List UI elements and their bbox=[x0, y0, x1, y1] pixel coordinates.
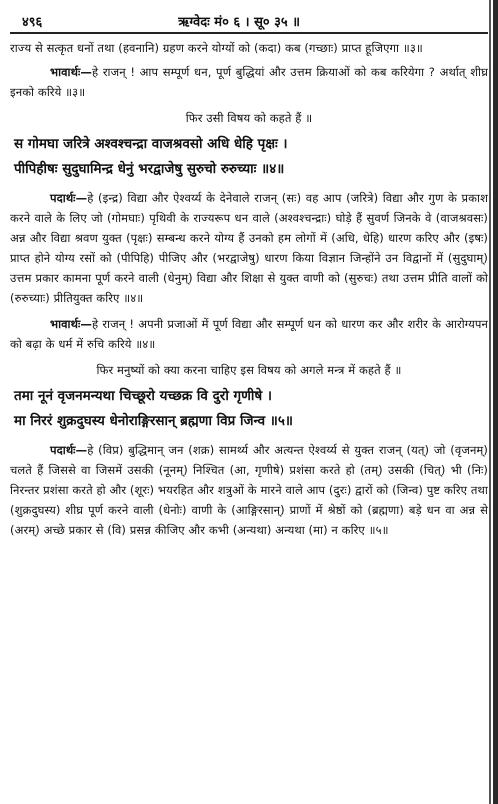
padarth-text: हे (इन्द्र) विद्या और ऐश्वर्य्य के देनेवाले राजन् (सः) वह आप (जरित्रे) विद्या और गुण के प्रकाश करने वाले के लिए जो (गोमघाः) पृथिवी के राज्यरूप धन वाले (अश्वश्चन्द्राः) घोड़े हैं सुवर्ण जिनके वे (वाजश्रवसः) अन्न और विद्या श्रवण युक्त (पृक्षः) सम्बन्ध करने योग्य हैं उनको हम लोगों में (अधि, धेहि) धारण करिए और (इषः) प्राप्त होने योग्य रसों को (पीपिहि) पीजिए और (भरद्वाजेषु) धारण किया विज्ञान जिन्होंने उन विद्वानों में (सुदुघाम्) उत्तम प्रकार कामना पूर्ण करने वाली (धेनुम्) विद्या और शिक्षा से युक्त वाणी को (सुरुचः) तथा उत्तम प्रीति वालों को (रुरुच्याः) प्रीतियुक्त करिए ॥४॥ bbox=[10, 191, 488, 305]
section-intro: फिर मनुष्यों को क्या करना चाहिए इस विषय को अगले मन्त्र में कहते हैं ॥ bbox=[96, 363, 402, 377]
bhavarth-text: हे राजन् ! अपनी प्रजाओं में पूर्ण विद्या और सम्पूर्ण धन को धारण कर और शरीर के आरोग्यपन को बढ़ा के धर्म में रुचि करिये ॥४॥ bbox=[10, 317, 488, 351]
bhavarth-paragraph-4 bbox=[10, 314, 488, 354]
page-spine-line bbox=[489, 0, 491, 804]
bhavarth-text: हे राजन् ! आप सम्पूर्ण धन, पूर्ण बुद्धियां और उत्तम क्रियाओं को कब करियेगा ? अर्थात् शीघ्र इनको करिये ॥३॥ bbox=[10, 65, 488, 99]
bhavarth-label: भावार्थः— bbox=[50, 317, 93, 331]
section-intro: फिर उसी विषय को कहते हैं ॥ bbox=[185, 111, 313, 125]
bhavarth-label: भावार्थः— bbox=[50, 65, 93, 79]
padarth-label: पदार्थः— bbox=[50, 443, 88, 457]
padarth-paragraph-5 bbox=[10, 440, 488, 540]
bhavarth-paragraph-3 bbox=[10, 62, 488, 102]
page-spine-edge bbox=[493, 0, 498, 804]
page-number: ४९६ bbox=[22, 15, 43, 30]
padarth-label: पदार्थः— bbox=[50, 191, 88, 205]
padarth-paragraph-4 bbox=[10, 188, 488, 308]
mantra-line: तमा नूनं वृजनमन्यथा चिच्छूरो यच्छक्र वि दुरो गृणीषे । bbox=[14, 388, 272, 404]
running-title: ऋग्वेदः मं० ६ । सू० ३५ ॥ bbox=[178, 15, 300, 30]
page-header bbox=[10, 8, 488, 34]
mantra-line: पीपिहीषः सुदुघामिन्द्र धेनुं भरद्वाजेषु सुरुचो रुरुच्याः ॥४॥ bbox=[14, 161, 285, 177]
padarth-text: हे (विप्र) बुद्धिमान् जन (शक्र) सामर्थ्य और अत्यन्त ऐश्वर्य्य से युक्त राजन् (यत्) जो (वृजनम्) चलते हैं जिससे वा जिसमें उसकी (नूनम्) निश्चित (आ, गृणीषे) प्रशंसा करते हो (तम्) उसकी (चित्) भी (निः) निरन्तर प्रशंसा करते हो और (शूरः) भयरहित और शत्रुओं के मारने वाले आप (दुरः) द्वारों को (जिन्व) पुष्ट करिए तथा (शुक्रदुघस्य) शीघ्र पूर्ण करने वाली (धेनोः) वाणी के (आङ्गिरसान्) प्राणों में श्रेष्ठों को (ब्रह्मणा) बड़े धन वा अन्न से (अरम्) अच्छे प्रकार से (वि) प्रसन्न कीजिए और कभी (अन्यथा) अन्यथा (मा) न करिए ॥५॥ bbox=[10, 443, 488, 537]
mantra-line: मा निररं शुक्रदुघस्य धेनोराङ्गिरसान् ब्रह्मणा विप्र जिन्व ॥५॥ bbox=[14, 413, 293, 429]
mantra-line: स गोमघा जरित्रे अश्वश्चन्द्रा वाजश्रवसो अधि धेहि पृक्षः । bbox=[14, 136, 288, 152]
paragraph-continued: राज्य से सत्कृत धनों तथा (हवनानि) ग्रहण करने योग्यों को (कदा) कब (गच्छाः) प्राप्त हूजिएगा ॥३॥ bbox=[10, 41, 423, 55]
